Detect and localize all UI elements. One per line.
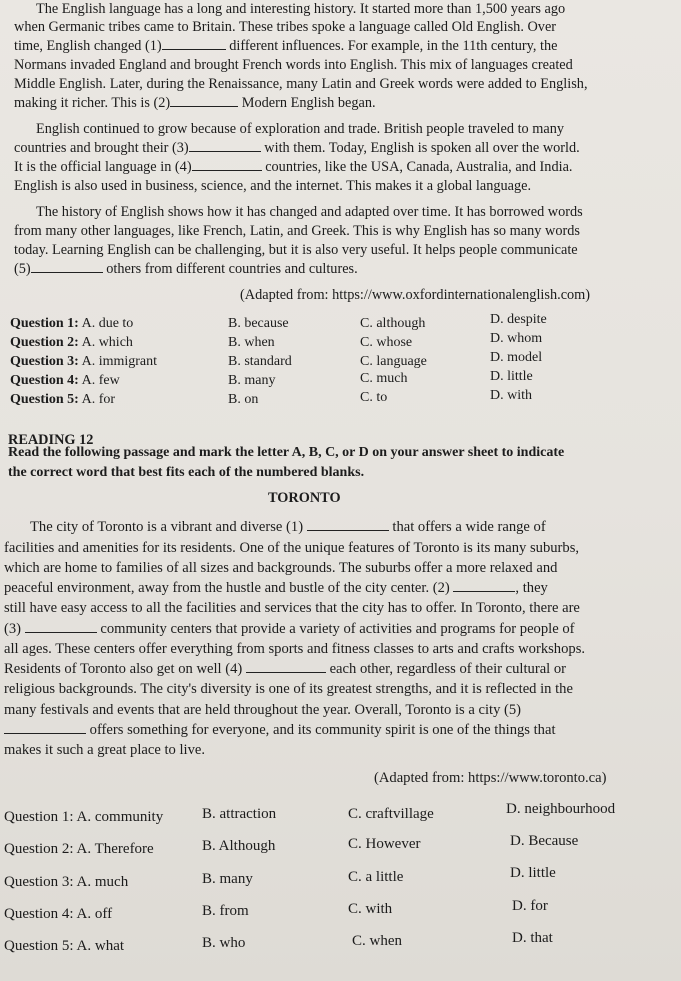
r12-question-row-5: Question 5: A. what bbox=[4, 938, 125, 954]
r12-q5-d: D. that bbox=[512, 930, 553, 946]
p1-q5-b: B. on bbox=[228, 392, 259, 407]
r12-q4-c: C. with bbox=[348, 901, 393, 917]
r12-q1-d: D. neighbourhood bbox=[506, 801, 616, 817]
r12-question-row-3: Question 3: A. much bbox=[4, 874, 129, 890]
p1-q3-b: B. standard bbox=[228, 354, 292, 369]
p1-q4-d: D. little bbox=[490, 369, 533, 384]
r12-line-2: facilities and amenities for its residents. One of the unique features of Toronto is its many suburbs, bbox=[4, 540, 580, 556]
r12-question-row-2: Question 2: A. Therefore bbox=[4, 841, 154, 857]
p1-line-2: when Germanic tribes came to Britain. These tribes spoke a language called Old English. Over bbox=[14, 19, 557, 35]
p1-line-5: Middle English. Later, during the Renaissance, many Latin and Greek words were added to English, bbox=[14, 76, 588, 92]
r12-q4-b: B. from bbox=[202, 903, 249, 919]
p1-line-3: time, English changed (1) different influences. For example, in the 11th century, the bbox=[14, 38, 558, 54]
p1-line-10: English is also used in business, science, and the internet. This makes it a global language. bbox=[14, 178, 532, 194]
r12-q4-d: D. for bbox=[512, 898, 548, 914]
p1-q2-c: C. whose bbox=[360, 335, 413, 350]
r12-source: (Adapted from: https://www.toronto.ca) bbox=[374, 770, 607, 786]
p1-q4-c: C. much bbox=[360, 371, 408, 386]
r12-line-8: Residents of Toronto also get on well (4) each other, regardless of their cultural or bbox=[4, 661, 567, 677]
instruction-line-1: Read the following passage and mark the letter A, B, C, or D on your answer sheet to indicate bbox=[8, 445, 565, 460]
p1-q2-d: D. whom bbox=[490, 331, 543, 346]
p1-line-13: today. Learning English can be challenging, but it is also very useful. It helps people communicate bbox=[14, 242, 578, 258]
r12-q2-d: D. Because bbox=[510, 833, 579, 849]
r12-question-row-1: Question 1: A. community bbox=[4, 809, 164, 825]
p1-q1-d: D. despite bbox=[490, 312, 547, 327]
p1-source: (Adapted from: https://www.oxfordinternationalenglish.com) bbox=[240, 287, 591, 303]
r12-q3-d: D. little bbox=[510, 865, 556, 881]
r12-q3-c: C. a little bbox=[348, 869, 404, 885]
r12-line-11: offers something for everyone, and its community spirit is one of the things that bbox=[4, 721, 556, 739]
p1-line-12: from many other languages, like French, Latin, and Greek. This is why English has so many words bbox=[14, 223, 580, 239]
p1-question-row-2: Question 2: A. which bbox=[10, 335, 133, 350]
p1-q5-c: C. to bbox=[360, 390, 388, 405]
p1-q5-d: D. with bbox=[490, 388, 532, 403]
r12-q1-b: B. attraction bbox=[202, 806, 277, 822]
p1-question-row-5: Question 5: A. for bbox=[10, 392, 116, 407]
p1-question-row-3: Question 3: A. immigrant bbox=[10, 354, 158, 369]
passage-title: TORONTO bbox=[268, 490, 341, 506]
p1-line-14: (5) others from different countries and cultures. bbox=[14, 261, 358, 277]
r12-line-3: which are home to families of all sizes and backgrounds. The suburbs offer a more relaxed and bbox=[4, 560, 558, 576]
p1-q2-b: B. when bbox=[228, 335, 275, 350]
p1-q1-c: C. although bbox=[360, 316, 426, 331]
r12-line-12: makes it such a great place to live. bbox=[4, 742, 205, 758]
r12-q1-c: C. craftvillage bbox=[348, 806, 434, 822]
r12-line-7: all ages. These centers offer everything from sports and fitness classes to arts and crafts workshops. bbox=[4, 641, 586, 657]
p1-line-4: Normans invaded England and brought French words into English. This mix of languages created bbox=[14, 57, 573, 73]
p1-question-row-1: Question 1: A. due to bbox=[10, 316, 134, 331]
p1-question-row-4: Question 4: A. few bbox=[10, 373, 120, 388]
r12-q2-b: B. Although bbox=[202, 838, 276, 854]
r12-line-10: many festivals and events that are held throughout the year. Overall, Toronto is a city (5) bbox=[4, 702, 522, 718]
r12-line-1: The city of Toronto is a vibrant and diverse (1) that offers a wide range of bbox=[30, 519, 546, 535]
r12-line-6: (3) community centers that provide a variety of activities and programs for people of bbox=[4, 621, 575, 637]
p1-line-7: English continued to grow because of exploration and trade. British people traveled to many bbox=[36, 121, 565, 137]
r12-q2-c: C. However bbox=[348, 836, 421, 852]
r12-line-4: peaceful environment, away from the hustle and bustle of the city center. (2) , they bbox=[4, 580, 548, 596]
p1-line-1: The English language has a long and interesting history. It started more than 1,500 years ago bbox=[36, 1, 566, 17]
p1-q3-d: D. model bbox=[490, 350, 543, 365]
reading-heading: READING 12 bbox=[8, 432, 94, 448]
p1-line-8: countries and brought their (3) with them. Today, English is spoken all over the world. bbox=[14, 140, 580, 156]
instruction-line-2: the correct word that best fits each of the numbered blanks. bbox=[8, 465, 365, 480]
p1-line-9: It is the official language in (4) countries, like the USA, Canada, Australia, and India. bbox=[14, 159, 573, 175]
p1-line-11: The history of English shows how it has changed and adapted over time. It has borrowed words bbox=[36, 204, 583, 220]
p1-q3-c: C. language bbox=[360, 354, 427, 369]
p1-line-6: making it richer. This is (2) Modern English began. bbox=[14, 95, 376, 111]
p1-q1-b: B. because bbox=[228, 316, 289, 331]
p1-q4-b: B. many bbox=[228, 373, 276, 388]
r12-line-5: still have easy access to all the facilities and services that the city has to offer. In Toronto, there are bbox=[4, 600, 580, 616]
r12-line-9: religious backgrounds. The city's diversity is one of its greatest strengths, and it is reflected in the bbox=[4, 681, 573, 697]
r12-q3-b: B. many bbox=[202, 871, 253, 887]
r12-q5-b: B. who bbox=[202, 935, 246, 951]
r12-question-row-4: Question 4: A. off bbox=[4, 906, 113, 922]
r12-q5-c: C. when bbox=[352, 933, 402, 949]
